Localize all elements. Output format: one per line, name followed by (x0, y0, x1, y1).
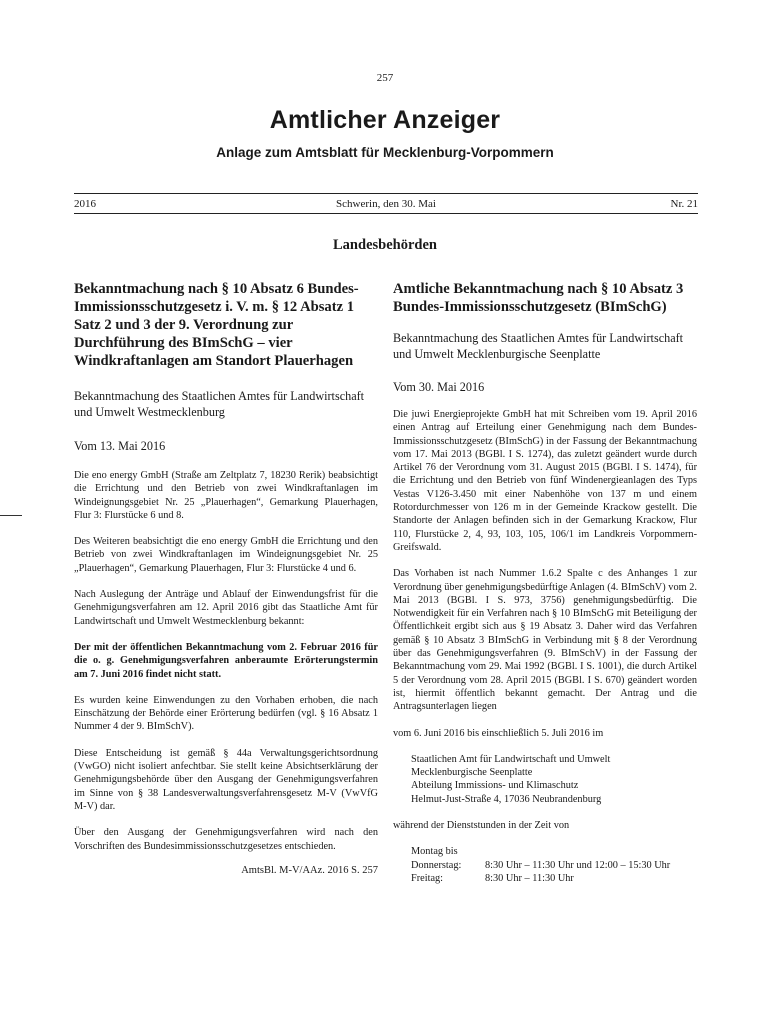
issue-year: 2016 (74, 198, 96, 210)
hours-time: 8:30 Uhr – 11:30 Uhr (485, 872, 574, 884)
right-paragraph-3: vom 6. Juni 2016 bis einschließlich 5. Juli 2016 im (393, 727, 604, 739)
header-bottom-rule (74, 213, 698, 214)
left-paragraph-2: Des Weiteren beabsichtigt die eno energy GmbH die Errichtung und den Betrieb von zwei Windkraftanlagen im Windeignungsgebiet Nr. 25 „Plauerhagen“, Gemarkung Plauerhagen, Flur 3: Flurstücke 4 und 6. (74, 536, 378, 574)
address-line: Staatlichen Amt für Landwirtschaft und Umwelt (411, 753, 611, 765)
masthead-title: Amtlicher Anzeiger (269, 106, 501, 134)
margin-mark (0, 515, 22, 516)
address-line: Mecklenburgische Seenplatte (411, 767, 533, 779)
hours-time (485, 845, 670, 858)
hours-row (411, 859, 670, 872)
left-article-heading: Bekanntmachung nach § 10 Absatz 6 Bundes-Immissionsschutzgesetz i. V. m. § 12 Absatz 1 Satz 2 und 3 der 9. Verordnung zur Durchführung des BImSchG – vier Windkraftanlagen am Standort Plauerhagen (74, 281, 359, 369)
left-article-reference: AmtsBl. M-V/AAz. 2016 S. 257 (241, 864, 378, 876)
left-paragraph-1: Die eno energy GmbH (Straße am Zeltplatz 7, 18230 Rerik) beabsichtigt die Errichtung und den Betrieb von zwei Windkraftanlagen im Windeignungsgebiet Nr. 25 „Plauerhagen“, Gemarkung Plauerhagen, Flur 3: Flurstücke 6 und 8. (74, 470, 378, 521)
issue-place-date: Schwerin, den 30. Mai (336, 198, 436, 210)
right-article-authority: Bekanntmachung des Staatlichen Amtes für Landwirtschaft und Umwelt Mecklenburgische Seenplatte (393, 331, 684, 361)
hours-row (411, 872, 670, 885)
address-line: Helmut-Just-Straße 4, 17036 Neubrandenburg (411, 793, 602, 805)
issue-header-bar (74, 198, 698, 212)
hours-row (411, 845, 670, 858)
left-paragraph-4-bold: Der mit der öffentlichen Bekanntmachung vom 2. Februar 2016 für die o. g. Genehmigungsverfahren anberaumte Erörterungstermin am 7. Juni 2016 findet nicht statt. (74, 641, 378, 680)
right-paragraph-4: während der Dienststunden in der Zeit von (393, 820, 570, 832)
right-address-block (411, 753, 697, 806)
address-line: Abteilung Immissions- und Klimaschutz (411, 780, 579, 792)
page-number: 257 (376, 72, 394, 84)
left-paragraph-5: Es wurden keine Einwendungen zu den Vorhaben erhoben, die nach Einschätzung der Behörde einer Erörterung bedürfen (vgl. § 16 Absatz 1 Nummer 4 der 9. BImSchV). (74, 694, 378, 733)
hours-day: Donnerstag: (411, 859, 462, 871)
hours-day: Montag bis (411, 846, 458, 858)
masthead-subtitle: Anlage zum Amtsblatt für Mecklenburg-Vorpommern (216, 145, 554, 160)
hours-day: Freitag: (411, 872, 444, 884)
hours-time: 8:30 Uhr – 11:30 Uhr und 12:00 – 15:30 Uhr (485, 859, 671, 871)
section-title: Landesbehörden (333, 237, 437, 253)
right-article-date: Vom 30. Mai 2016 (393, 380, 485, 394)
left-paragraph-3: Nach Auslegung der Anträge und Ablauf der Einwendungsfrist für die Genehmigungsverfahren am 12. April 2016 gibt das Staatliche Amt für Landwirtschaft und Umwelt Westmecklenburg bekannt: (74, 589, 378, 627)
issue-number: Nr. 21 (670, 198, 698, 210)
left-column-article (74, 280, 378, 876)
left-article-authority: Bekanntmachung des Staatlichen Amtes für Landwirtschaft und Umwelt Westmecklenburg (74, 389, 365, 419)
right-article-heading: Amtliche Bekanntmachung nach § 10 Absatz 3 Bundes-Immissionsschutzgesetz (BImSchG) (393, 281, 684, 315)
left-paragraph-7: Über den Ausgang der Genehmigungsverfahren wird nach den Vorschriften des Bundesimmissionsschutzgesetzes entschieden. (74, 827, 378, 852)
office-hours-table (411, 845, 670, 885)
right-paragraph-2: Das Vorhaben ist nach Nummer 1.6.2 Spalte c des Anhanges 1 zur Verordnung über genehmigungsbedürftige Anlagen (4. BImSchV) vom 2. Mai 2013 (BGBl. I S. 973, 3756) genehmigungsbedürftig. Die Notwendigkeit für ein Verfahren nach § 10 BImSchG mit Beteiligung der Öffentlichkeit ergibt sich aus § 19 Absatz 3. Daher wird das Verfahren gemäß § 10 Absatz 3 BImSchG in Verbindung mit § 8 der Verordnung über das Genehmigungsverfahren (9. BImSchV) in der Fassung der Bekanntmachung vom 29. Mai 1992 (BGBl. I S. 1001), die durch Artikel 5 der Verordnung vom 28. April 2015 (BGBl. I S. 670) geändert worden ist, hiermit öffentlich bekannt gemacht. Der Antrag und die Antragsunterlagen liegen (393, 568, 697, 713)
header-top-rule (74, 193, 698, 194)
left-paragraph-6: Diese Entscheidung ist gemäß § 44a Verwaltungsgerichtsordnung (VwGO) nicht isoliert anfechtbar. Sie stellt keine Absichtserklärung der Genehmigungsbehörde über den Ausgang der Genehmigungsverfahren im Sinne von § 38 Landesverwaltungsverfahrensgesetz M-V (VwVfG M-V) dar. (74, 747, 378, 812)
right-paragraph-1: Die juwi Energieprojekte GmbH hat mit Schreiben vom 19. April 2016 einen Antrag auf Erteilung einer Genehmigung nach dem Bundes-Immissionsschutzgesetz (BImSchG) in der Fassung der Bekanntmachung vom 17. Mai 2013 (BGBl. I S. 1274), das zuletzt geändert wurde durch Artikel 76 der Verordnung vom 31. August 2015 (BGBl. I S. 1474), für die Errichtung und den Betrieb von fünf Windenergieanlagen des Typs Vestas V126-3.450 mit einer Nabenhöhe von 137 m und einem Rotordurchmesser von 126 m in der Gemeinde Krackow gestellt. Die Standorte der Anlagen befinden sich in der Gemarkung Krackow, Flur 110, Flurstücke 2, 4, 93, 103, 105, 106/1 im Landkreis Vorpommern-Greifswald. (393, 409, 697, 553)
right-column-article (393, 280, 697, 885)
left-article-date: Vom 13. Mai 2016 (74, 439, 166, 453)
